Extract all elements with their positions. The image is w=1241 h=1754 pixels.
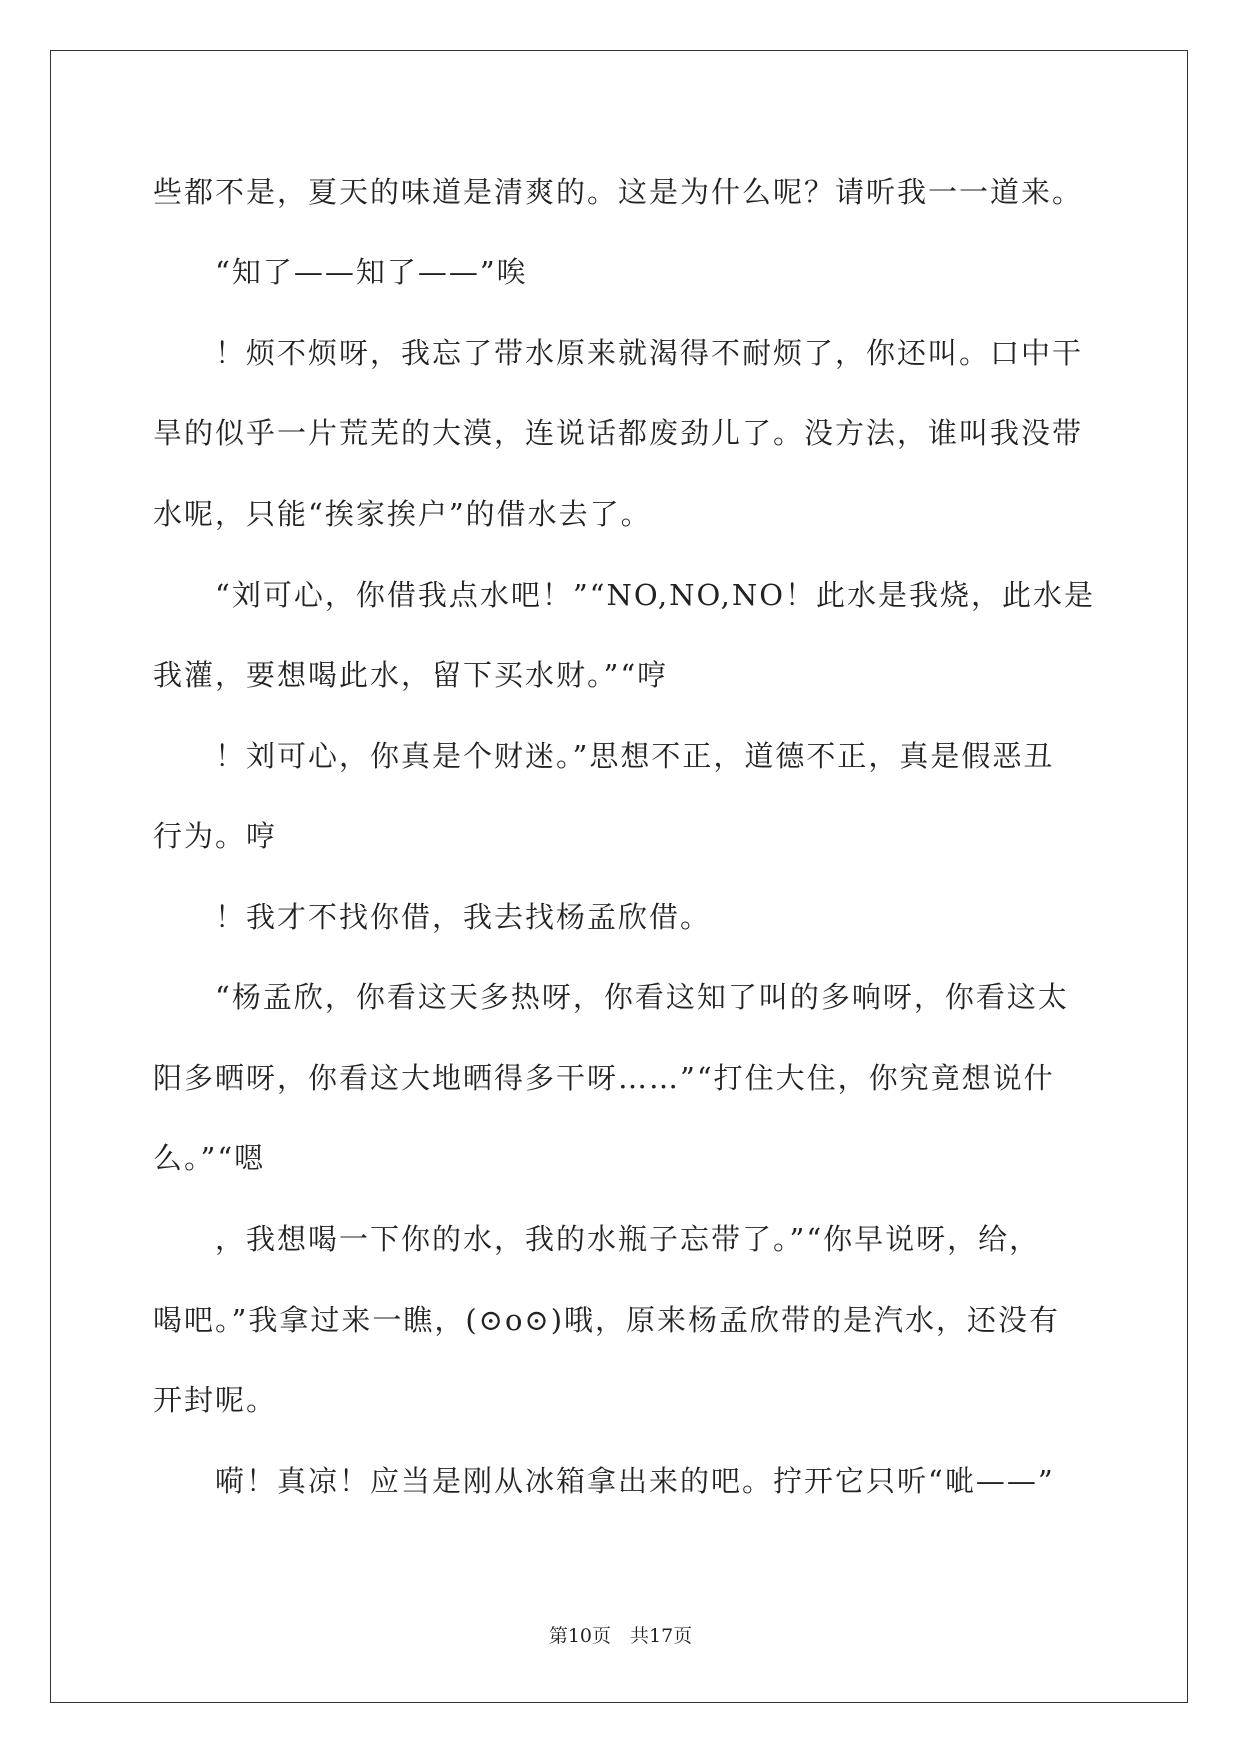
text-line: 阳多晒呀，你看这大地晒得多干呀……”“打住大住，你究竟想说什 <box>153 1061 1055 1095</box>
text-line: 么。”“嗯 <box>153 1141 266 1175</box>
text-line: ！刘可心，你真是个财迷。”思想不正，道德不正，真是假恶丑 <box>153 739 1055 773</box>
text-line: “刘可心，你借我点水吧！”“NO,NO,NO！此水是我烧，此水是 <box>153 578 1095 612</box>
text-line: 开封呢。 <box>153 1383 278 1417</box>
text-line: “杨孟欣，你看这天多热呀，你看这知了叫的多响呀，你看这太 <box>153 980 1069 1014</box>
text-line: 行为。哼 <box>153 819 278 853</box>
text-line: 旱的似乎一片荒芜的大漠，连说话都废劲儿了。没方法，谁叫我没带 <box>153 416 1084 450</box>
text-line: 些都不是，夏天的味道是清爽的。这是为什么呢？请听我一一道来。 <box>153 175 1084 209</box>
page-border <box>50 50 1188 1703</box>
text-line: 我灌，要想喝此水，留下买水财。”“哼 <box>153 658 669 692</box>
page-number-footer: 第10页 共17页 <box>548 1625 693 1647</box>
text-line: 喝吧。”我拿过来一瞧，(⊙o⊙)哦，原来杨孟欣带的是汽水，还没有 <box>153 1303 1061 1337</box>
text-line: 嗬！真凉！应当是刚从冰箱拿出来的吧。拧开它只听“呲——” <box>153 1464 1055 1498</box>
text-line: “知了——知了——”唉 <box>153 255 528 289</box>
text-line: ！烦不烦呀，我忘了带水原来就渴得不耐烦了，你还叫。口中干 <box>153 336 1084 370</box>
text-line: ！我才不找你借，我去找杨孟欣借。 <box>153 900 712 934</box>
text-line: 水呢，只能“挨家挨户”的借水去了。 <box>153 497 652 531</box>
text-line: ，我想喝一下你的水，我的水瓶子忘带了。”“你早说呀，给， <box>153 1222 1041 1256</box>
